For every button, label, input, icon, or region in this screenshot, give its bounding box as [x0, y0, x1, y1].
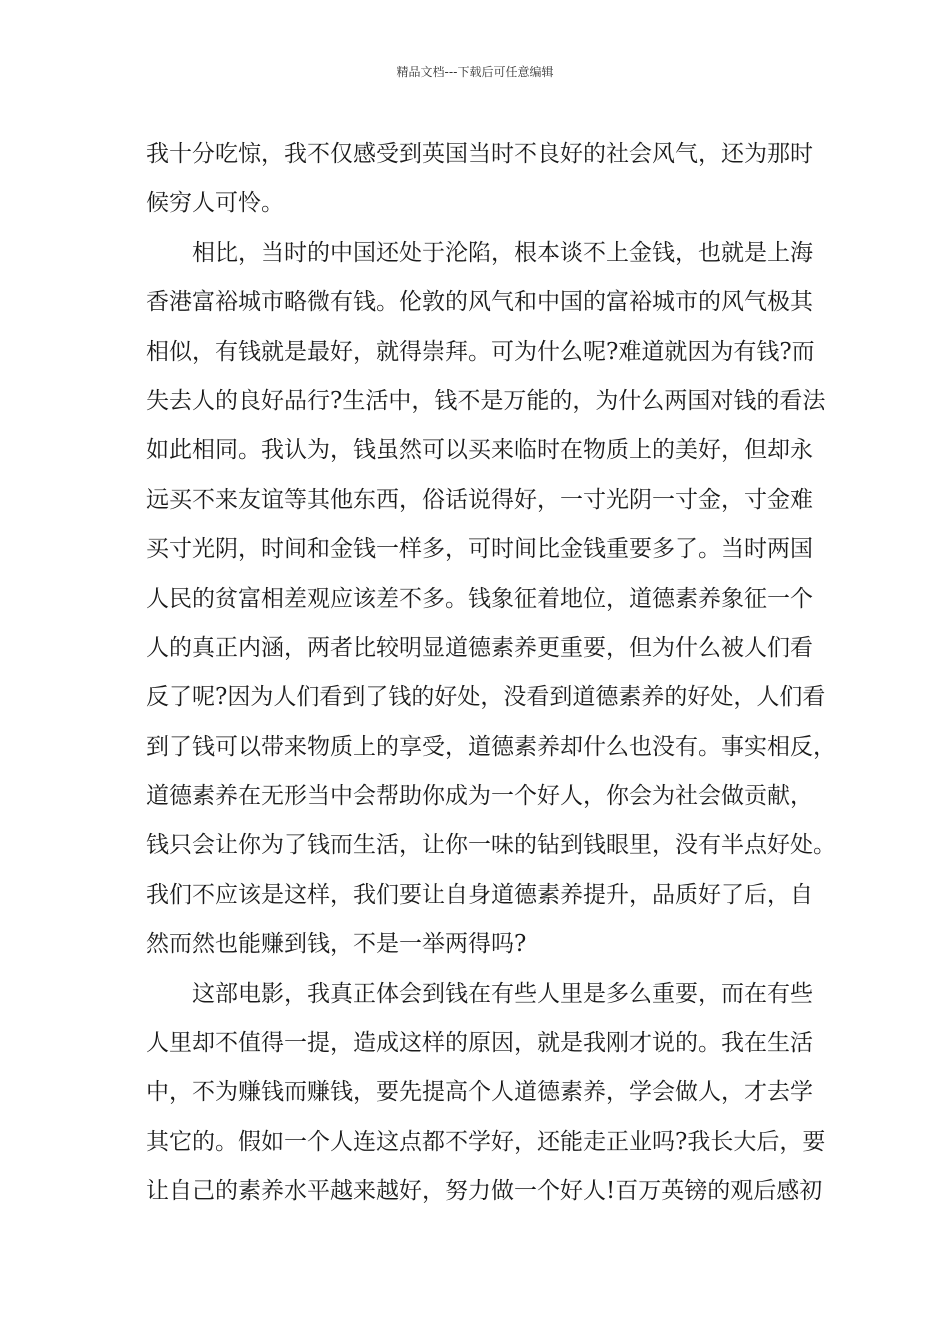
page-header: 精品文档---下载后可任意编辑 — [396, 65, 554, 79]
text-line: 买寸光阴，时间和金钱一样多，可时间比金钱重要多了。当时两国 — [146, 536, 813, 563]
text-line: 反了呢?因为人们看到了钱的好处，没看到道德素养的好处，人们看 — [146, 684, 826, 711]
text-line: 我们不应该是这样，我们要让自身道德素养提升，品质好了后，自 — [146, 881, 813, 908]
paragraph-start-line: 这部电影，我真正体会到钱在有些人里是多么重要，而在有些 — [192, 980, 813, 1007]
text-line: 人民的贫富相差观应该差不多。钱象征着地位，道德素养象征一个 — [146, 585, 813, 612]
text-line: 其它的。假如一个人连这点都不学好，还能走正业吗?我长大后，要 — [146, 1128, 826, 1155]
text-line: 然而然也能赚到钱，不是一举两得吗? — [146, 931, 527, 958]
text-line: 候穷人可怜。 — [146, 190, 284, 217]
text-line: 道德素养在无形当中会帮助你成为一个好人，你会为社会做贡献， — [146, 783, 813, 810]
text-line: 我十分吃惊，我不仅感受到英国当时不良好的社会风气，还为那时 — [146, 141, 813, 167]
paragraph-start-line: 相比，当时的中国还处于沦陷，根本谈不上金钱，也就是上海 — [192, 239, 813, 266]
text-line: 让自己的素养水平越来越好，努力做一个好人!百万英镑的观后感初 — [146, 1178, 823, 1205]
text-line: 失去人的良好品行?生活中，钱不是万能的，为什么两国对钱的看法 — [146, 387, 826, 414]
text-line: 钱只会让你为了钱而生活，让你一味的钻到钱眼里，没有半点好处。 — [146, 832, 836, 859]
text-line: 远买不来友谊等其他东西，俗话说得好，一寸光阴一寸金，寸金难 — [146, 486, 813, 513]
text-line: 如此相同。我认为，钱虽然可以买来临时在物质上的美好，但却永 — [146, 437, 813, 464]
text-line: 人里却不值得一提，造成这样的原因，就是我刚才说的。我在生活 — [146, 1030, 813, 1057]
text-line: 香港富裕城市略微有钱。伦敦的风气和中国的富裕城市的风气极其 — [146, 289, 813, 316]
text-line: 到了钱可以带来物质上的享受，道德素养却什么也没有。事实相反， — [146, 733, 836, 760]
body-text — [146, 130, 836, 1217]
text-line: 相似，有钱就是最好，就得崇拜。可为什么呢?难道就因为有钱?而 — [146, 338, 815, 365]
text-line: 中，不为赚钱而赚钱，要先提高个人道德素养，学会做人，才去学 — [146, 1079, 813, 1106]
text-line: 人的真正内涵，两者比较明显道德素养更重要，但为什么被人们看 — [146, 634, 813, 661]
